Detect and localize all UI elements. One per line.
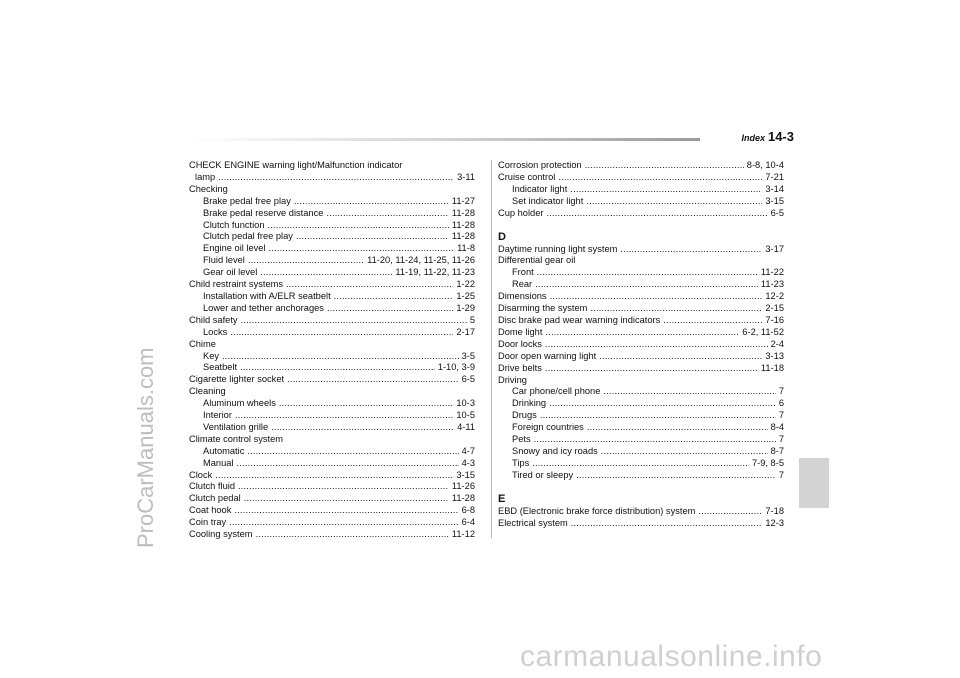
column-divider bbox=[491, 160, 492, 538]
index-heading: Cleaning bbox=[189, 386, 226, 397]
index-entry bbox=[498, 506, 784, 518]
index-entry bbox=[498, 446, 784, 458]
watermark-procarmanuals: ProCarManuals.com bbox=[133, 347, 158, 548]
index-entry-page: 11-27 bbox=[451, 195, 475, 206]
dot-leader bbox=[549, 398, 776, 410]
header-page-number: 14-3 bbox=[767, 129, 794, 144]
index-entry-page: 11-23 bbox=[760, 279, 784, 290]
dot-leader bbox=[570, 184, 762, 196]
index-entry-label: Coat hook bbox=[189, 505, 232, 516]
index-entry bbox=[498, 386, 784, 398]
index-entry bbox=[189, 351, 475, 363]
index-entry-page: 1-10, 3-9 bbox=[437, 362, 475, 373]
index-entry-page: 2-4 bbox=[770, 338, 784, 349]
dot-leader bbox=[240, 362, 435, 374]
dot-leader bbox=[286, 279, 453, 291]
index-entry-page: 4-3 bbox=[461, 457, 475, 468]
index-entry-label: Rear bbox=[512, 279, 533, 290]
index-entry-label: Cooling system bbox=[189, 529, 253, 540]
dot-leader bbox=[287, 374, 458, 386]
index-heading: Checking bbox=[189, 183, 228, 194]
page-header bbox=[741, 128, 794, 146]
index-entry-page: 11-28 bbox=[451, 231, 475, 242]
index-entry-label: Drinking bbox=[512, 398, 547, 409]
index-entry bbox=[498, 339, 784, 351]
index-entry-label: Clutch function bbox=[203, 219, 265, 230]
index-entry-label: Seatbelt bbox=[203, 362, 238, 373]
index-entry-label: Set indicator light bbox=[512, 195, 584, 206]
index-entry-page: 6-5 bbox=[461, 374, 475, 385]
index-entry-page: 3-17 bbox=[765, 243, 784, 254]
index-entry-label: Fluid level bbox=[203, 255, 245, 266]
dot-leader bbox=[545, 339, 768, 351]
index-entry-page: 11-20, 11-24, 11-25, 11-26 bbox=[367, 255, 475, 266]
index-entry-label: Tips bbox=[512, 457, 530, 468]
index-entry-label: Brake pedal free play bbox=[203, 195, 291, 206]
index-entry bbox=[189, 481, 475, 493]
index-entry-label: Interior bbox=[203, 410, 232, 421]
dot-leader bbox=[326, 208, 448, 220]
dot-leader bbox=[260, 267, 392, 279]
index-entry-page: 3-15 bbox=[765, 195, 784, 206]
index-entry-label: Locks bbox=[203, 326, 228, 337]
index-entry bbox=[498, 351, 784, 363]
index-entry-label: Lower and tether anchorages bbox=[203, 302, 324, 313]
index-entry-label: Clutch fluid bbox=[189, 481, 235, 492]
dot-leader bbox=[586, 196, 762, 208]
index-entry bbox=[189, 303, 475, 315]
index-entry-page: 3-15 bbox=[456, 469, 475, 480]
dot-leader bbox=[534, 434, 776, 446]
index-entry-page: 11-22 bbox=[760, 267, 784, 278]
index-heading: Chime bbox=[189, 338, 216, 349]
index-heading: CHECK ENGINE warning light/Malfunction indicator bbox=[189, 160, 403, 170]
dot-leader bbox=[218, 172, 454, 184]
index-entry-page: 6 bbox=[778, 398, 784, 409]
dot-leader bbox=[256, 529, 449, 541]
index-entry-label: Key bbox=[203, 350, 220, 361]
index-entry-label: Cup holder bbox=[498, 207, 544, 218]
index-entry bbox=[189, 255, 475, 267]
index-entry-page: 4-7 bbox=[461, 445, 475, 456]
index-entry-label: lamp bbox=[195, 171, 216, 182]
dot-leader bbox=[576, 470, 776, 482]
index-entry-label: Front bbox=[512, 267, 534, 278]
dot-leader bbox=[279, 398, 454, 410]
index-entry-label: Disc brake pad wear warning indicators bbox=[498, 314, 661, 325]
index-column-left bbox=[189, 160, 475, 541]
dot-leader bbox=[558, 172, 762, 184]
dot-leader bbox=[537, 267, 758, 279]
index-heading: Differential gear oil bbox=[498, 255, 576, 266]
index-entry bbox=[498, 458, 784, 470]
index-entry bbox=[189, 410, 475, 422]
index-entry bbox=[189, 243, 475, 255]
index-entry-page: 12-3 bbox=[765, 517, 784, 528]
dot-leader bbox=[222, 351, 459, 363]
index-entry bbox=[498, 398, 784, 410]
index-heading: Driving bbox=[498, 374, 527, 385]
index-entry-label: Door open warning light bbox=[498, 350, 597, 361]
index-entry-page: 7 bbox=[778, 410, 784, 421]
dot-leader bbox=[238, 481, 449, 493]
index-entry bbox=[498, 244, 784, 256]
index-entry-label: Cruise control bbox=[498, 171, 556, 182]
dot-leader bbox=[269, 243, 455, 255]
index-heading: Climate control system bbox=[189, 433, 284, 444]
index-entry-page: 7-21 bbox=[765, 171, 784, 182]
index-entry-page: 6-5 bbox=[770, 207, 784, 218]
dot-leader bbox=[248, 255, 364, 267]
dot-leader bbox=[540, 410, 776, 422]
thumb-index-tab bbox=[799, 458, 829, 508]
dot-leader bbox=[234, 505, 458, 517]
dot-leader bbox=[327, 303, 453, 315]
index-entry-page: 3-13 bbox=[765, 350, 784, 361]
index-entry-page: 3-11 bbox=[457, 171, 475, 182]
dot-leader bbox=[230, 327, 453, 339]
index-entry bbox=[498, 434, 784, 446]
dot-leader bbox=[590, 303, 762, 315]
index-entry bbox=[498, 303, 784, 315]
index-entry-page: 7 bbox=[778, 434, 784, 445]
index-entry bbox=[498, 172, 784, 184]
dot-leader bbox=[215, 470, 453, 482]
index-entry-page: 7-9, 8-5 bbox=[751, 457, 784, 468]
index-entry-page: 7 bbox=[778, 386, 784, 397]
index-entry-label: Indicator light bbox=[512, 183, 568, 194]
index-entry-page: 7-16 bbox=[765, 314, 784, 325]
dot-leader bbox=[241, 315, 467, 327]
index-entry bbox=[498, 208, 784, 220]
dot-leader bbox=[268, 220, 449, 232]
header-index-word: Index bbox=[741, 133, 765, 143]
index-entry-page: 7-18 bbox=[765, 505, 784, 516]
index-entry-label: EBD (Electronic brake force distribution) system bbox=[498, 505, 696, 516]
dot-leader bbox=[235, 410, 453, 422]
index-entry bbox=[498, 410, 784, 422]
dot-leader bbox=[294, 196, 449, 208]
index-entry bbox=[189, 529, 475, 541]
watermark-carmanualsonline: carmanualsonline.info bbox=[520, 640, 823, 673]
index-entry bbox=[189, 422, 475, 434]
index-entry-page: 11-12 bbox=[451, 529, 475, 540]
index-entry-label: Automatic bbox=[203, 445, 245, 456]
index-entry-label: Engine oil level bbox=[203, 243, 266, 254]
index-entry-page: 8-8, 10-4 bbox=[746, 160, 784, 170]
index-entry-page: 6-8 bbox=[461, 505, 475, 516]
index-entry-label: Snowy and icy roads bbox=[512, 445, 598, 456]
index-entry-label: Disarming the system bbox=[498, 303, 588, 314]
index-entry bbox=[189, 470, 475, 482]
index-letter-heading: E bbox=[498, 492, 506, 505]
index-entry bbox=[189, 315, 475, 327]
index-entry-label: Clock bbox=[189, 469, 213, 480]
index-entry-label: Coin tray bbox=[189, 517, 227, 528]
index-entry bbox=[189, 505, 475, 517]
index-entry-label: Gear oil level bbox=[203, 267, 258, 278]
dot-leader bbox=[532, 458, 749, 470]
index-entry-label: Car phone/cell phone bbox=[512, 386, 601, 397]
index-entry-label: Pets bbox=[512, 434, 531, 445]
index-entry-label: Clutch pedal bbox=[189, 493, 241, 504]
dot-leader bbox=[587, 422, 768, 434]
index-entry-label: Aluminum wheels bbox=[203, 398, 276, 409]
index-entry-label: Dimensions bbox=[498, 291, 547, 302]
index-entry bbox=[189, 327, 475, 339]
index-entry bbox=[498, 327, 784, 339]
dot-leader bbox=[698, 506, 762, 518]
index-entry bbox=[189, 220, 475, 232]
index-entry-page: 7 bbox=[778, 469, 784, 480]
index-entry-page: 6-4 bbox=[461, 517, 475, 528]
index-entry-page: 8-4 bbox=[770, 422, 784, 433]
index-entry bbox=[189, 231, 475, 243]
dot-leader bbox=[546, 208, 767, 220]
index-entry bbox=[498, 267, 784, 279]
index-entry bbox=[498, 363, 784, 375]
dot-leader bbox=[229, 517, 458, 529]
index-entry-page: 11-28 bbox=[451, 207, 475, 218]
dot-leader bbox=[334, 291, 454, 303]
index-entry-page: 2-17 bbox=[456, 326, 475, 337]
index-entry bbox=[189, 267, 475, 279]
index-column-right bbox=[498, 160, 784, 529]
index-entry-page: 11-28 bbox=[451, 493, 475, 504]
index-entry bbox=[189, 208, 475, 220]
dot-leader bbox=[571, 518, 763, 530]
dot-leader bbox=[244, 493, 449, 505]
index-entry-label: Electrical system bbox=[498, 517, 568, 528]
index-entry-page: 8-7 bbox=[770, 445, 784, 456]
index-entry bbox=[189, 362, 475, 374]
index-entry bbox=[189, 196, 475, 208]
dot-leader bbox=[603, 386, 775, 398]
index-entry-label: Installation with A/ELR seatbelt bbox=[203, 290, 331, 301]
dot-leader bbox=[601, 446, 768, 458]
index-entry-label: Foreign countries bbox=[512, 422, 584, 433]
index-entry-page: 1-22 bbox=[456, 279, 475, 290]
index-entry bbox=[498, 196, 784, 208]
index-entry-page: 4-11 bbox=[457, 421, 475, 432]
index-entry bbox=[189, 172, 475, 184]
dot-leader bbox=[620, 244, 762, 256]
index-entry bbox=[189, 291, 475, 303]
index-entry-page: 1-29 bbox=[456, 302, 475, 313]
index-entry-page: 2-15 bbox=[765, 303, 784, 314]
index-entry bbox=[498, 184, 784, 196]
index-entry-page: 11-28 bbox=[451, 219, 475, 230]
index-entry bbox=[189, 279, 475, 291]
index-entry-label: Tired or sleepy bbox=[512, 469, 574, 480]
index-entry bbox=[189, 517, 475, 529]
index-entry-label: Ventilation grille bbox=[203, 421, 269, 432]
index-entry-page: 5 bbox=[469, 314, 475, 325]
index-entry bbox=[498, 470, 784, 482]
dot-leader bbox=[237, 458, 459, 470]
dot-leader bbox=[550, 291, 763, 303]
dot-leader bbox=[247, 446, 458, 458]
dot-leader bbox=[585, 160, 744, 172]
index-entry bbox=[189, 458, 475, 470]
index-entry-label: Door locks bbox=[498, 338, 542, 349]
index-entry-page: 6-2, 11-52 bbox=[742, 326, 784, 337]
index-entry-page: 11-19, 11-22, 11-23 bbox=[395, 267, 475, 278]
index-entry-page: 11-18 bbox=[760, 362, 784, 373]
dot-leader bbox=[545, 327, 739, 339]
index-entry-label: Drugs bbox=[512, 410, 537, 421]
index-entry-label: Child restraint systems bbox=[189, 279, 284, 290]
index-entry-label: Cigarette lighter socket bbox=[189, 374, 285, 385]
index-entry bbox=[189, 398, 475, 410]
index-entry-label: Child safety bbox=[189, 314, 238, 325]
index-entry-label: Clutch pedal free play bbox=[203, 231, 293, 242]
index-entry bbox=[498, 279, 784, 291]
index-entry bbox=[189, 493, 475, 505]
index-entry-label: Brake pedal reserve distance bbox=[203, 207, 324, 218]
index-letter-heading: D bbox=[498, 230, 506, 243]
index-entry bbox=[498, 160, 784, 172]
dot-leader bbox=[663, 315, 762, 327]
index-entry-label: Manual bbox=[203, 457, 234, 468]
index-entry-page: 12-2 bbox=[765, 291, 784, 302]
index-entry-page: 3-14 bbox=[765, 183, 784, 194]
index-entry-page: 3-5 bbox=[461, 350, 475, 361]
index-entry bbox=[498, 291, 784, 303]
index-entry-page: 1-25 bbox=[456, 290, 475, 301]
index-entry bbox=[498, 518, 784, 530]
index-entry bbox=[189, 446, 475, 458]
dot-leader bbox=[296, 231, 449, 243]
dot-leader bbox=[271, 422, 454, 434]
index-entry-page: 11-8 bbox=[457, 243, 475, 254]
header-rule bbox=[188, 138, 700, 141]
index-entry bbox=[498, 422, 784, 434]
index-entry-page: 10-3 bbox=[456, 398, 475, 409]
index-entry bbox=[189, 374, 475, 386]
index-entry-label: Drive belts bbox=[498, 362, 542, 373]
index-entry-label: Corrosion protection bbox=[498, 160, 582, 170]
dot-leader bbox=[599, 351, 762, 363]
index-entry-label: Daytime running light system bbox=[498, 243, 618, 254]
index-entry-page: 11-26 bbox=[451, 481, 475, 492]
index-entry bbox=[498, 315, 784, 327]
index-entry-page: 10-5 bbox=[456, 410, 475, 421]
dot-leader bbox=[545, 363, 758, 375]
dot-leader bbox=[535, 279, 758, 291]
index-entry-label: Dome light bbox=[498, 326, 543, 337]
